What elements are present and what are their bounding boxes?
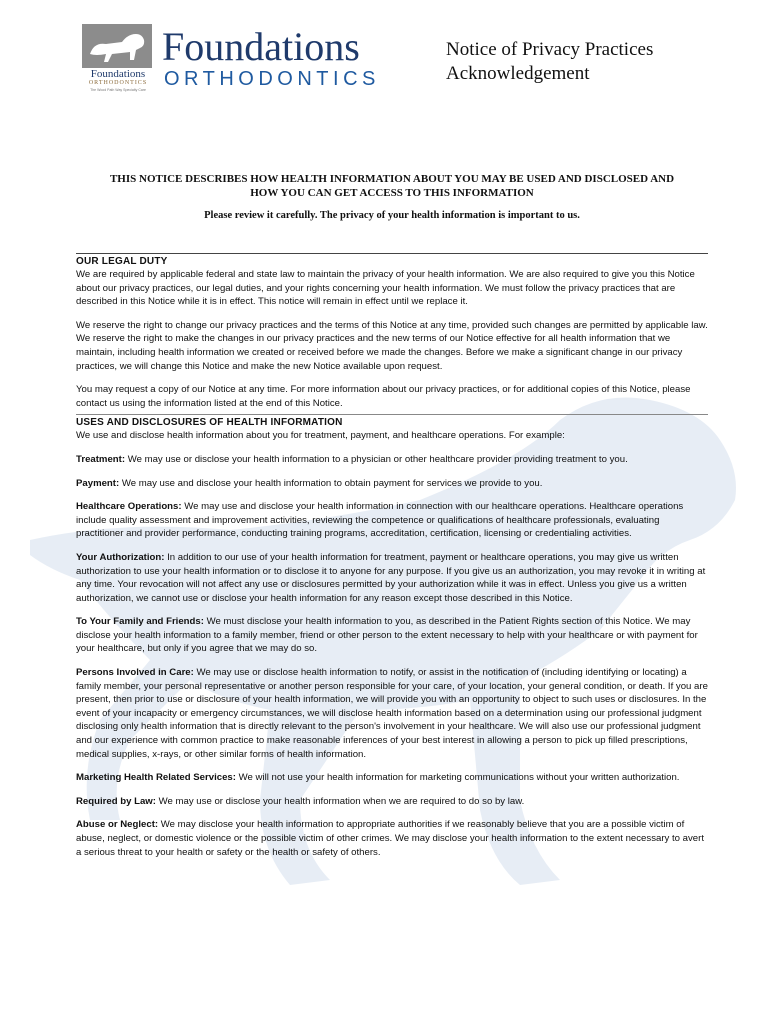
legal-duty-paragraph-1: We are required by applicable federal and state law to maintain the privacy of your health information. We are also required to give you this Notice about our privacy practices, our legal duties, and your rights concerning your health information. We must follow the privacy practices that are described in this Notice while it is in effect. This notice will remain in effect until we replace it. (76, 269, 695, 308)
item-text: We may use and disclose your health information in connection with our healthcare operations. Healthcare operations include quality assessment and improvement activities, reviewing the competence or qualifications of healthcare professionals, evaluating practitioner and provider performance, conducting training programs, accreditation, certification, licensing or credentialing activities. (76, 501, 684, 540)
item-text: We may use or disclose your health information to a physician or other healthcare provider providing treatment to you. (125, 453, 628, 465)
logo-tagline: The Wood Path Way Specialty Care (90, 88, 146, 92)
uses-intro: We use and disclose health information about you for treatment, payment, and healthcare operations. For example: (76, 430, 565, 442)
item-label: Payment: (76, 477, 120, 489)
notice-subhead: Please review it carefully. The privacy of your health information is important to us. (204, 210, 580, 221)
notice-headline (76, 172, 708, 200)
uses-item-authorization (76, 551, 708, 605)
uses-item-treatment (76, 453, 708, 467)
item-text: We may use or disclose your health information when we are required to do so by law. (155, 795, 525, 807)
section-heading-legal-duty: OUR LEGAL DUTY (76, 256, 168, 267)
divider (76, 414, 708, 415)
uses-item-required-by-law (76, 795, 708, 809)
title-line-2: Acknowledgement (446, 63, 590, 84)
legal-duty-paragraph-3: You may request a copy of our Notice at any time. For more information about our privacy practices, or for additional copies of this Notice, please contact us using the information listed at the end of this Notice. (76, 384, 691, 409)
uses-item-family-friends (76, 615, 708, 656)
logo-subtitle: ORTHODONTICS (164, 68, 380, 90)
uses-item-persons-involved (76, 666, 708, 761)
uses-item-abuse-neglect (76, 818, 708, 859)
item-label: Persons Involved in Care: (76, 667, 194, 679)
uses-item-healthcare-operations (76, 500, 708, 541)
item-label: Marketing Health Related Services: (76, 772, 236, 784)
title-line-1: Notice of Privacy Practices (446, 39, 654, 60)
item-text: We will not use your health information for marketing communications without your written authorization. (235, 772, 680, 784)
company-logo (82, 24, 402, 104)
item-text: In addition to our use of your health information for treatment, payment or healthcare operations, you may give us written authorization to use your health information or to disclose it to anyone for any purpose. If you give us an authorization, you may revoke it in writing at any time. Your revocation will not affect any use or disclosures permitted by your authorization while it was in effect. Unless you give us a written authorization, we cannot use or disclose your health information for any reason except those described in this Notice. (76, 551, 706, 604)
item-label: To Your Family and Friends: (76, 616, 204, 628)
document-title (446, 38, 653, 86)
section-heading-uses: USES AND DISCLOSURES OF HEALTH INFORMATION (76, 417, 343, 429)
item-label: Healthcare Operations: (76, 501, 182, 513)
item-label: Treatment: (76, 453, 126, 465)
item-label: Required by Law: (76, 795, 156, 807)
headline-line-1: THIS NOTICE DESCRIBES HOW HEALTH INFORMATION ABOUT YOU MAY BE USED AND DISCLOSED AND (109, 173, 675, 185)
uses-item-marketing (76, 771, 708, 785)
item-text: We may use or disclose health information to notify, or assist in the notification of (including identifying or locating) a family member, your personal representative or another person responsible for your care, of your location, your general condition, or death. If you are present, then prior to use or disclosure of your health information, we will provide you with an opportunity to object to such uses or disclosures. In the event of your incapacity or emergency circumstances, we will disclose health information based on a determination using our professional judgment disclosing only health information that is directly relevant to the person's involvement in your healthcare. We will also use our professional judgment and our experience with common practice to make reasonable inferences of your best interest in allowing a person to pick up filled prescriptions, medical supplies, x-rays, or other similar forms of health information. (76, 667, 708, 760)
uses-item-payment (76, 477, 708, 491)
item-text: We must disclose your health information to you, as described in the Patient Rights section of this Notice. We may disclose your health information to a family member, friend or other person to the extent necessary to help with your healthcare or with payment for your healthcare, but only if you agree that we may do so. (76, 616, 698, 655)
item-text: We may disclose your health information to appropriate authorities if we reasonably believe that you are a possible victim of abuse, neglect, or domestic violence or the possible victim of other crimes. We may disclose your health information to the extent necessary to avert a serious threat to your health or safety or the health or safety of others. (76, 819, 704, 858)
item-text: We may use and disclose your health information to obtain payment for services we provide to you. (119, 477, 543, 489)
logo-mark-brand: Foundations (90, 68, 146, 80)
notice-body (76, 172, 708, 869)
headline-line-2: HOW YOU CAN GET ACCESS TO THIS INFORMATION (250, 187, 534, 199)
divider (76, 253, 708, 254)
legal-duty-paragraph-2: We reserve the right to change our privacy practices and the terms of this Notice at any time, provided such changes are permitted by applicable law. We reserve the right to make the changes in our privacy practices and the new terms of our Notice effective for all health information that we maintain, including health information we created or received before we made the changes. Before we make a significant change in our privacy practices, we will change this Notice and make the new Notice available upon request. (76, 319, 708, 372)
item-label: Abuse or Neglect: (76, 819, 159, 831)
logo-mark-sub: ORTHODONTICS (88, 80, 148, 86)
logo-brand-name: Foundations (162, 24, 360, 69)
item-label: Your Authorization: (76, 551, 165, 563)
